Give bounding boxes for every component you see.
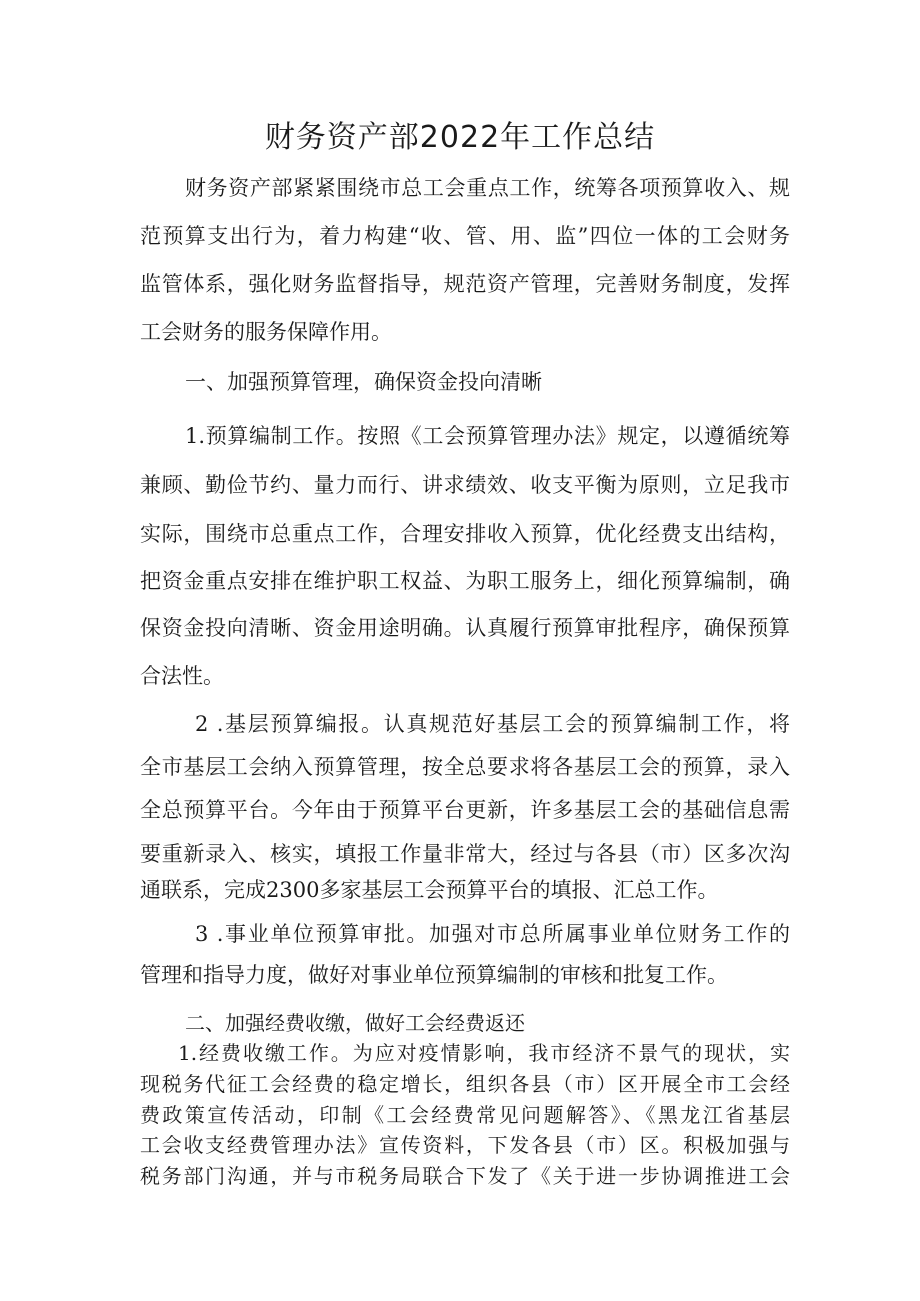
paragraph-line: 3 .事业单位预算审批。加强对市总所属事业单位财务工作的 bbox=[195, 922, 790, 946]
paragraph-line: 税务部门沟通，并与市税务局联合下发了《关于进一步协调推进工会 bbox=[140, 1164, 790, 1188]
paragraph-line: 范预算支出行为，着力构建“收、管、用、监”四位一体的工会财务 bbox=[140, 224, 790, 248]
document-title: 财务资产部2022年工作总结 bbox=[264, 120, 656, 155]
section-heading: 一、加强预算管理，确保资金投向清晰 bbox=[185, 370, 542, 394]
paragraph-line: 实际，围绕市总重点工作，合理安排收入预算，优化经费支出结构， bbox=[140, 522, 790, 546]
paragraph-line: 把资金重点安排在维护职工权益、为职工服务上，细化预算编制，确 bbox=[140, 569, 790, 593]
paragraph-line: 2 .基层预算编报。认真规范好基层工会的预算编制工作，将 bbox=[195, 712, 790, 736]
paragraph-line: 监管体系，强化财务监督指导，规范资产管理，完善财务制度，发挥 bbox=[140, 272, 790, 296]
paragraph-line: 全总预算平台。今年由于预算平台更新，许多基层工会的基础信息需 bbox=[140, 798, 790, 822]
section-heading: 二、加强经费收缴，做好工会经费返还 bbox=[185, 1011, 525, 1035]
paragraph-line: 通联系，完成2300多家基层工会预算平台的填报、汇总工作。 bbox=[140, 878, 719, 902]
paragraph-line: 工会财务的服务保障作用。 bbox=[140, 320, 392, 344]
paragraph-line: 1.经费收缴工作。为应对疫情影响，我市经济不景气的现状，实 bbox=[178, 1041, 790, 1065]
paragraph-line: 1.预算编制工作。按照《工会预算管理办法》规定，以遵循统筹 bbox=[185, 424, 790, 448]
paragraph-line: 合法性。 bbox=[140, 664, 224, 688]
paragraph-line: 保资金投向清晰、资金用途明确。认真履行预算审批程序，确保预算 bbox=[140, 616, 790, 640]
paragraph-line: 要重新录入、核实，填报工作量非常大，经过与各县（市）区多次沟 bbox=[140, 842, 790, 866]
paragraph-line: 管理和指导力度，做好对事业单位预算编制的审核和批复工作。 bbox=[140, 963, 728, 987]
paragraph-line: 费政策宣传活动，印制《工会经费常见问题解答》、《黑龙江省基层 bbox=[140, 1103, 790, 1127]
paragraph-line: 全市基层工会纳入预算管理，按全总要求将各基层工会的预算，录入 bbox=[140, 755, 790, 779]
paragraph-line: 工会收支经费管理办法》宣传资料，下发各县（市）区。积极加强与 bbox=[140, 1133, 790, 1157]
paragraph-line: 现税务代征工会经费的稳定增长，组织各县（市）区开展全市工会经 bbox=[140, 1072, 790, 1096]
paragraph-line: 兼顾、勤俭节约、量力而行、讲求绩效、收支平衡为原则，立足我市 bbox=[140, 473, 790, 497]
paragraph-line: 财务资产部紧紧围绕市总工会重点工作，统筹各项预算收入、规 bbox=[185, 176, 790, 200]
